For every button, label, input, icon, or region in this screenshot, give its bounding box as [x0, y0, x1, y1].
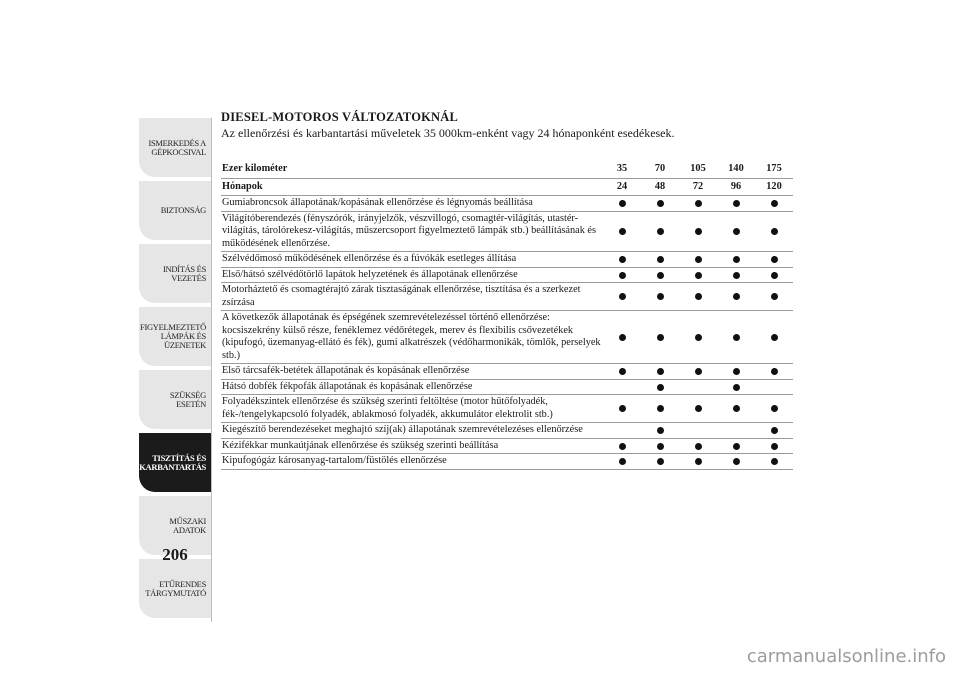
bullet-icon: [619, 334, 626, 341]
schedule-cell: [755, 364, 793, 380]
bullet-icon: [771, 427, 778, 434]
bullet-icon: [695, 405, 702, 412]
header-label: Hónapok: [222, 180, 263, 192]
header-value: 48: [654, 180, 666, 192]
watermark-text: carmanualsonline.info: [746, 646, 946, 667]
schedule-cell: [641, 211, 679, 252]
schedule-cell: [641, 438, 679, 454]
row-label: Gumiabroncsok állapotának/kopásának ellenőrzése és légnyomás beállítása: [222, 197, 533, 208]
section-subtitle: Az ellenőrzési és karbantartási műveletek 35 000km-enként vagy 24 hónaponként esedékesek.: [221, 126, 675, 140]
schedule-cell: [755, 379, 793, 395]
schedule-cell: [641, 196, 679, 212]
bullet-icon: [619, 272, 626, 279]
bullet-icon: [619, 405, 626, 412]
header-value: 96: [730, 180, 742, 192]
schedule-cell: [603, 454, 641, 470]
bullet-icon: [771, 200, 778, 207]
bullet-icon: [695, 256, 702, 263]
sidebar-tab-7[interactable]: MŰSZAKI ADATOK: [139, 496, 211, 555]
row-label: Kiegészítő berendezéseket meghajtó szíj(ak) állapotának szemrevételezéses ellenőrzése: [222, 424, 583, 435]
bullet-icon: [771, 443, 778, 450]
bullet-icon: [733, 200, 740, 207]
schedule-cell: [641, 364, 679, 380]
schedule-cell: [717, 311, 755, 364]
bullet-icon: [657, 458, 664, 465]
schedule-cell: [755, 283, 793, 311]
bullet-icon: [657, 272, 664, 279]
sidebar-tab-5[interactable]: SZÜKSÉG ESETÉN: [139, 370, 211, 429]
bullet-icon: [733, 443, 740, 450]
schedule-cell: [717, 267, 755, 283]
row-label: Motorháztető és csomagtérajtó zárak tisztaságának ellenőrzése, tisztítása és a szerkezet zsírzása: [222, 284, 581, 308]
schedule-cell: [603, 423, 641, 439]
schedule-cell: [679, 438, 717, 454]
bullet-icon: [657, 368, 664, 375]
schedule-cell: [679, 364, 717, 380]
bullet-icon: [733, 256, 740, 263]
header-value: 175: [766, 163, 782, 174]
bullet-icon: [619, 458, 626, 465]
schedule-cell: [755, 423, 793, 439]
table-row: [221, 311, 793, 364]
schedule-cell: [717, 423, 755, 439]
header-value: 105: [690, 163, 706, 174]
schedule-cell: [755, 395, 793, 423]
row-label: Első tárcsafék-betétek állapotának és kopásának ellenőrzése: [222, 365, 470, 376]
bullet-icon: [695, 228, 702, 235]
bullet-icon: [733, 458, 740, 465]
bullet-icon: [771, 293, 778, 300]
bullet-icon: [657, 405, 664, 412]
schedule-cell: [679, 211, 717, 252]
table-row: [221, 438, 793, 454]
table-row: [221, 395, 793, 423]
table-row: [221, 454, 793, 470]
schedule-cell: [755, 267, 793, 283]
table-header-row: [221, 161, 793, 178]
schedule-cell: [603, 267, 641, 283]
schedule-cell: [679, 196, 717, 212]
bullet-icon: [619, 228, 626, 235]
row-label: Kipufogógáz károsanyag-tartalom/füstölés ellenőrzése: [222, 455, 447, 466]
schedule-cell: [641, 283, 679, 311]
header-value: 120: [766, 180, 782, 192]
bullet-icon: [695, 200, 702, 207]
bullet-icon: [657, 293, 664, 300]
schedule-cell: [755, 211, 793, 252]
schedule-cell: [717, 379, 755, 395]
schedule-cell: [717, 395, 755, 423]
schedule-cell: [755, 252, 793, 268]
schedule-cell: [717, 364, 755, 380]
bullet-icon: [695, 293, 702, 300]
schedule-cell: [755, 311, 793, 364]
schedule-cell: [717, 438, 755, 454]
schedule-cell: [679, 423, 717, 439]
bullet-icon: [657, 334, 664, 341]
table-row: [221, 379, 793, 395]
header-value: 72: [692, 180, 704, 192]
sidebar-tab-1[interactable]: ISMERKEDÉS A GÉPKOCSIVAL: [139, 118, 211, 177]
row-label: Világítóberendezés (fényszórók, irányjelzők, vészvillogó, csomagtér-világítás, utastér-világítás, tárolórekesz-világítás, műszercsoport figyelmeztető lámpák stb.) beállításának és működésének ellenőrzése.: [222, 212, 596, 249]
schedule-cell: [755, 196, 793, 212]
schedule-cell: [603, 311, 641, 364]
row-label: Szélvédőmosó működésének ellenőrzése és a fúvókák esetleges állítása: [222, 253, 517, 264]
header-value: 140: [728, 163, 744, 174]
bullet-icon: [619, 293, 626, 300]
bullet-icon: [657, 427, 664, 434]
table-header-row: [221, 178, 793, 196]
row-label: Kézifékkar munkaútjának ellenőrzése és szükség szerinti beállítása: [222, 439, 499, 451]
schedule-cell: [717, 454, 755, 470]
schedule-cell: [603, 196, 641, 212]
bullet-icon: [619, 368, 626, 375]
schedule-cell: [755, 454, 793, 470]
bullet-icon: [695, 368, 702, 375]
table-row: [221, 423, 793, 439]
schedule-cell: [679, 379, 717, 395]
bullet-icon: [771, 405, 778, 412]
main-content: [221, 110, 781, 470]
row-label: Első/hátsó szélvédőtörlő lapátok helyzetének és állapotának ellenőrzése: [222, 268, 518, 280]
row-label: Hátsó dobfék fékpofák állapotának és kopásának ellenőrzése: [222, 380, 473, 392]
bullet-icon: [619, 200, 626, 207]
bullet-icon: [733, 228, 740, 235]
bullet-icon: [733, 368, 740, 375]
bullet-icon: [695, 272, 702, 279]
schedule-cell: [641, 395, 679, 423]
header-value: 24: [616, 180, 628, 192]
schedule-cell: [717, 196, 755, 212]
header-label: Ezer kilométer: [222, 163, 288, 174]
schedule-cell: [679, 283, 717, 311]
schedule-cell: [717, 252, 755, 268]
bullet-icon: [771, 272, 778, 279]
bullet-icon: [657, 228, 664, 235]
table-row: [221, 211, 793, 252]
bullet-icon: [771, 458, 778, 465]
bullet-icon: [771, 334, 778, 341]
schedule-cell: [679, 311, 717, 364]
schedule-cell: [603, 364, 641, 380]
schedule-cell: [641, 423, 679, 439]
bullet-icon: [771, 368, 778, 375]
sidebar-tab-2[interactable]: BIZTONSÁG: [139, 181, 211, 240]
row-label: Folyadékszintek ellenőrzése és szükség szerinti feltöltése (motor hűtőfolyadék, fék-/tengelykapcsoló folyadék, ablakmosó folyadék, akkumulátor elektrolit stb.): [222, 396, 553, 420]
maintenance-table: [221, 161, 793, 470]
schedule-cell: [641, 379, 679, 395]
schedule-cell: [603, 283, 641, 311]
table-row: [221, 283, 793, 311]
schedule-cell: [679, 454, 717, 470]
table-row: [221, 196, 793, 212]
schedule-cell: [641, 311, 679, 364]
sidebar-tab-8[interactable]: ETŰRENDES TÁRGYMUTATÓ: [139, 559, 211, 618]
bullet-icon: [619, 256, 626, 263]
bullet-icon: [771, 256, 778, 263]
schedule-cell: [679, 395, 717, 423]
sidebar-tab-6[interactable]: TISZTÍTÁS ÉS KARBANTARTÁS: [139, 433, 211, 492]
header-value: 35: [616, 163, 628, 174]
bullet-icon: [657, 256, 664, 263]
schedule-cell: [755, 438, 793, 454]
schedule-cell: [603, 379, 641, 395]
page-number: 206: [162, 545, 188, 564]
section-title: DIESEL-MOTOROS VÁLTOZATOKNÁL: [221, 110, 459, 124]
schedule-cell: [641, 252, 679, 268]
schedule-cell: [603, 211, 641, 252]
bullet-icon: [695, 458, 702, 465]
schedule-cell: [679, 252, 717, 268]
schedule-cell: [679, 267, 717, 283]
sidebar-tab-4[interactable]: FIGYELMEZTETŐ LÁMPÁK ÉS ÜZENETEK: [139, 307, 211, 366]
header-value: 70: [654, 163, 666, 174]
bullet-icon: [771, 228, 778, 235]
bullet-icon: [657, 200, 664, 207]
row-label: A következők állapotának és épségének szemrevételezéssel történő ellenőrzése: kocsiszekrény külső része, fenéklemez védőrétegek, merev és flexibilis csővezetékek (kipufogó, üzemanyag-ellátó és fék), gumi alkatrészek (védőharmonikák, tömlők, perselyek stb.): [222, 312, 601, 361]
table-row: [221, 364, 793, 380]
table-row: [221, 252, 793, 268]
bullet-icon: [695, 443, 702, 450]
bullet-icon: [733, 334, 740, 341]
bullet-icon: [733, 293, 740, 300]
schedule-cell: [717, 211, 755, 252]
table-row: [221, 267, 793, 283]
bullet-icon: [619, 443, 626, 450]
bullet-icon: [733, 405, 740, 412]
bullet-icon: [657, 443, 664, 450]
schedule-cell: [641, 454, 679, 470]
bullet-icon: [733, 272, 740, 279]
sidebar-tab-3[interactable]: INDÍTÁS ÉS VEZETÉS: [139, 244, 211, 303]
schedule-cell: [603, 438, 641, 454]
schedule-cell: [603, 395, 641, 423]
schedule-cell: [717, 283, 755, 311]
schedule-cell: [641, 267, 679, 283]
bullet-icon: [695, 334, 702, 341]
bullet-icon: [733, 384, 740, 391]
schedule-cell: [603, 252, 641, 268]
bullet-icon: [657, 384, 664, 391]
